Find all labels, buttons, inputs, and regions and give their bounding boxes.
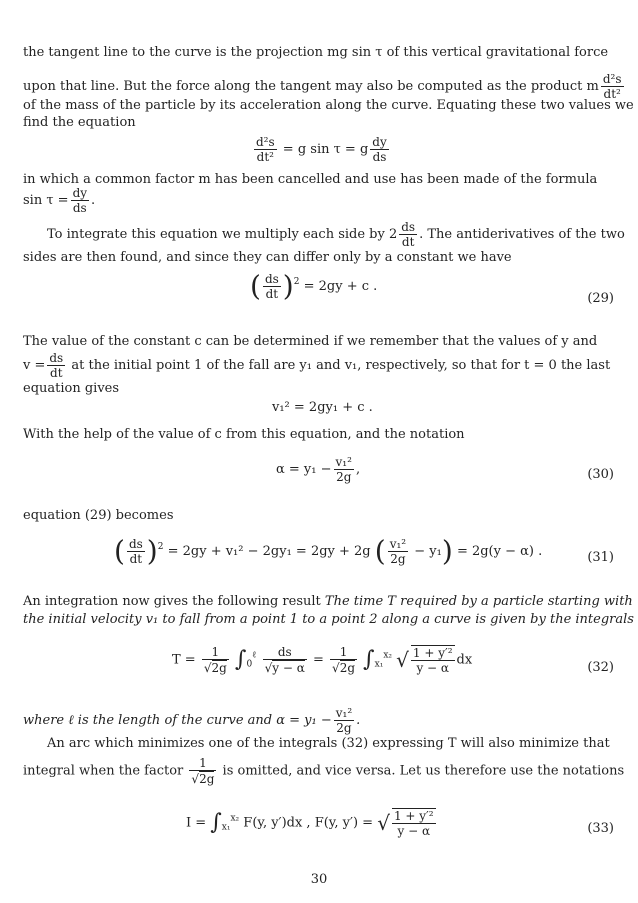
left-paren: ( bbox=[114, 534, 125, 568]
fraction bbox=[399, 220, 417, 249]
equation-31: ( $\frac{ds}{dt}$ )$^2$ = 2gy + v₁² − 2gy₁ = 2gy + 2g ( $\frac{\text{v₁²}}{2g}$ − y₁) = 2g(y − α) . bbox=[114, 534, 543, 568]
equation-text: = 2gy + c . bbox=[303, 279, 378, 294]
equation-text: = g sin τ = g bbox=[282, 142, 369, 157]
text-line: the initial velocity v₁ to fall from a point 1 to a point 2 along a curve is given by the integrals bbox=[23, 612, 634, 627]
fraction-numerator: d²s bbox=[602, 72, 622, 86]
equation-number: (30) bbox=[587, 467, 614, 482]
text-span: is omitted, and vice versa. Let us therefore use the notations bbox=[222, 763, 625, 779]
equation-text: = 2gy + v₁² − 2gy₁ = 2gy + 2g bbox=[167, 544, 371, 559]
text-span: at the initial point 1 of the fall are y₁ and v₁, respectively, so that for t = 0 the last bbox=[71, 358, 611, 373]
fraction-denominator: 2g bbox=[336, 470, 352, 484]
fraction bbox=[334, 706, 354, 735]
fraction-denominator: √2g bbox=[332, 661, 356, 675]
theorem-text: The time T required by a particle starting with bbox=[324, 594, 633, 609]
fraction-denominator: √2g bbox=[203, 661, 227, 675]
text-line: the tangent line to the curve is the projection mg sin τ of this vertical gravitational force bbox=[23, 45, 609, 60]
equation-number: (29) bbox=[587, 291, 614, 306]
text-line: where ℓ is the length of the curve and α = y₁ − $\frac{\text{v₁²}}{2g}$ . bbox=[23, 706, 361, 735]
fraction bbox=[388, 537, 408, 566]
fraction bbox=[189, 756, 216, 786]
text-line: sides are then found, and since they can differ only by a constant we have bbox=[23, 250, 512, 265]
integral-upper: x₂ bbox=[230, 813, 240, 824]
text-line: sin τ = $\frac{dy}{ds}$ . bbox=[23, 186, 96, 215]
right-paren: ) bbox=[441, 534, 453, 568]
fraction bbox=[330, 645, 357, 675]
text-line bbox=[47, 220, 625, 249]
fraction bbox=[47, 351, 65, 380]
integral-sign: ∫ bbox=[363, 647, 375, 672]
equation-text: F(y, y′)dx , F(y, y′) = bbox=[243, 815, 374, 831]
fraction-numerator: ds bbox=[263, 645, 307, 660]
right-paren: ) bbox=[146, 534, 158, 568]
fraction-denominator: dt bbox=[50, 366, 63, 380]
fraction bbox=[334, 455, 354, 484]
fraction-denominator: dt bbox=[129, 552, 143, 566]
fraction-denominator: dt bbox=[401, 235, 415, 249]
text-span: integral when the factor bbox=[23, 763, 184, 779]
text-line: in which a common factor m has been cancelled and use has been made of the formula bbox=[23, 172, 598, 187]
text-line: equation gives bbox=[23, 381, 120, 396]
text-span: upon that line. But the force along the tangent may also be computed as the product m bbox=[23, 79, 599, 94]
fraction bbox=[202, 645, 229, 675]
fraction-denominator: √y − α bbox=[264, 661, 305, 675]
text-line: The value of the constant c can be determined if we remember that the values of y and bbox=[23, 334, 598, 349]
fraction-denominator: ds bbox=[372, 150, 387, 164]
fraction-denominator: ds bbox=[72, 201, 87, 215]
page-number: 30 bbox=[310, 872, 328, 887]
equation-29: ( $\frac{ds}{dt}$ )$^2$ = 2gy + c . bbox=[250, 269, 378, 303]
integral-lower: x₁ bbox=[221, 822, 231, 833]
fraction-numerator: ds bbox=[128, 537, 143, 551]
integral-upper: ℓ bbox=[252, 650, 257, 661]
fraction bbox=[411, 645, 455, 675]
sqrt-content: 2g bbox=[199, 772, 215, 786]
fraction bbox=[392, 808, 436, 838]
text-span: . The antiderivatives of the two bbox=[419, 227, 625, 242]
text-line: find the equation bbox=[23, 115, 136, 130]
text-span: v = bbox=[23, 358, 46, 373]
fraction-numerator: ds bbox=[49, 351, 64, 365]
sqrt-sign: √ bbox=[396, 648, 409, 672]
fraction-numerator: 1 bbox=[189, 756, 216, 771]
text-line: With the help of the value of c from this equation, and the notation bbox=[23, 427, 465, 442]
left-paren: ( bbox=[374, 534, 386, 568]
fraction bbox=[370, 135, 388, 164]
fraction-numerator: 1 bbox=[330, 645, 357, 660]
fraction-denominator: dt² bbox=[256, 150, 274, 164]
fraction-denominator: √2g bbox=[191, 772, 215, 786]
fraction-numerator: ds bbox=[264, 272, 279, 286]
text-line bbox=[23, 351, 610, 380]
right-paren: ) bbox=[282, 269, 294, 303]
fraction-numerator: d²s bbox=[256, 135, 275, 149]
equation-motion bbox=[252, 135, 391, 164]
text-line bbox=[23, 72, 626, 101]
text-line bbox=[23, 756, 624, 786]
text-line: An arc which minimizes one of the integrals (32) expressing T will also minimize that bbox=[47, 736, 610, 751]
integral-lower: 0 bbox=[246, 659, 253, 670]
sqrt-content: 2g bbox=[211, 661, 227, 675]
fraction bbox=[254, 135, 277, 164]
fraction-numerator: ds bbox=[401, 220, 416, 234]
fraction bbox=[127, 537, 145, 566]
fraction-numerator: dy bbox=[372, 135, 387, 149]
equation-text: T = bbox=[172, 652, 196, 668]
equation-text: α = y₁ − bbox=[276, 462, 332, 477]
sqrt-sign: √ bbox=[377, 811, 390, 835]
integral-sign: ∫ bbox=[234, 647, 247, 672]
integral-lower: x₁ bbox=[374, 659, 384, 670]
text-span: where ℓ is the length of the curve and α = y₁ − bbox=[23, 713, 332, 728]
equation-initial: v₁² = 2gy₁ + c . bbox=[272, 400, 373, 415]
equation-text: − y₁ bbox=[414, 544, 442, 559]
sqrt-content: 2g bbox=[339, 661, 356, 675]
equation-33 bbox=[186, 808, 438, 838]
equation-text: dx bbox=[456, 652, 473, 668]
fraction-denominator: 2g bbox=[336, 721, 352, 735]
text-span: To integrate this equation we multiply each side by 2 bbox=[47, 227, 398, 242]
fraction bbox=[263, 272, 281, 301]
fraction-denominator: y − α bbox=[397, 824, 431, 838]
fraction-denominator: dt² bbox=[603, 87, 621, 101]
equation-text: I = bbox=[186, 815, 207, 831]
fraction-numerator: dy bbox=[72, 186, 88, 200]
integral-upper: x₂ bbox=[383, 650, 393, 661]
fraction-numerator: 1 bbox=[202, 645, 229, 660]
left-paren: ( bbox=[250, 269, 261, 303]
equation-text: = bbox=[313, 652, 324, 668]
text-line: An integration now gives the following result The time T required by a particle starting with bbox=[23, 594, 633, 609]
fraction bbox=[263, 645, 307, 675]
text-span: sin τ = bbox=[23, 193, 69, 208]
fraction-numerator: v₁² bbox=[389, 537, 407, 551]
fraction-numerator: 1 + y′² bbox=[393, 809, 434, 823]
text-line: of the mass of the particle by its acceleration along the curve. Equating these two values we bbox=[23, 98, 634, 113]
equation-32 bbox=[172, 645, 472, 675]
equation-number: (33) bbox=[587, 821, 614, 836]
fraction bbox=[601, 72, 624, 101]
equation-text: , bbox=[355, 462, 361, 477]
fraction bbox=[71, 186, 89, 215]
fraction-numerator: v₁² bbox=[335, 706, 353, 720]
equation-30 bbox=[276, 455, 360, 484]
integral-sign: ∫ bbox=[210, 810, 222, 835]
fraction-denominator: dt bbox=[265, 287, 279, 301]
sqrt-content: y − α bbox=[272, 661, 305, 675]
fraction-denominator: y − α bbox=[416, 661, 450, 675]
fraction-denominator: 2g bbox=[390, 552, 406, 566]
equation-text: = 2g(y − α) . bbox=[456, 544, 543, 559]
equation-number: (31) bbox=[587, 550, 614, 565]
text-line: equation (29) becomes bbox=[23, 508, 174, 523]
fraction-numerator: v₁² bbox=[335, 455, 352, 469]
equation-number: (32) bbox=[587, 660, 614, 675]
fraction-numerator: 1 + y′² bbox=[412, 646, 453, 660]
